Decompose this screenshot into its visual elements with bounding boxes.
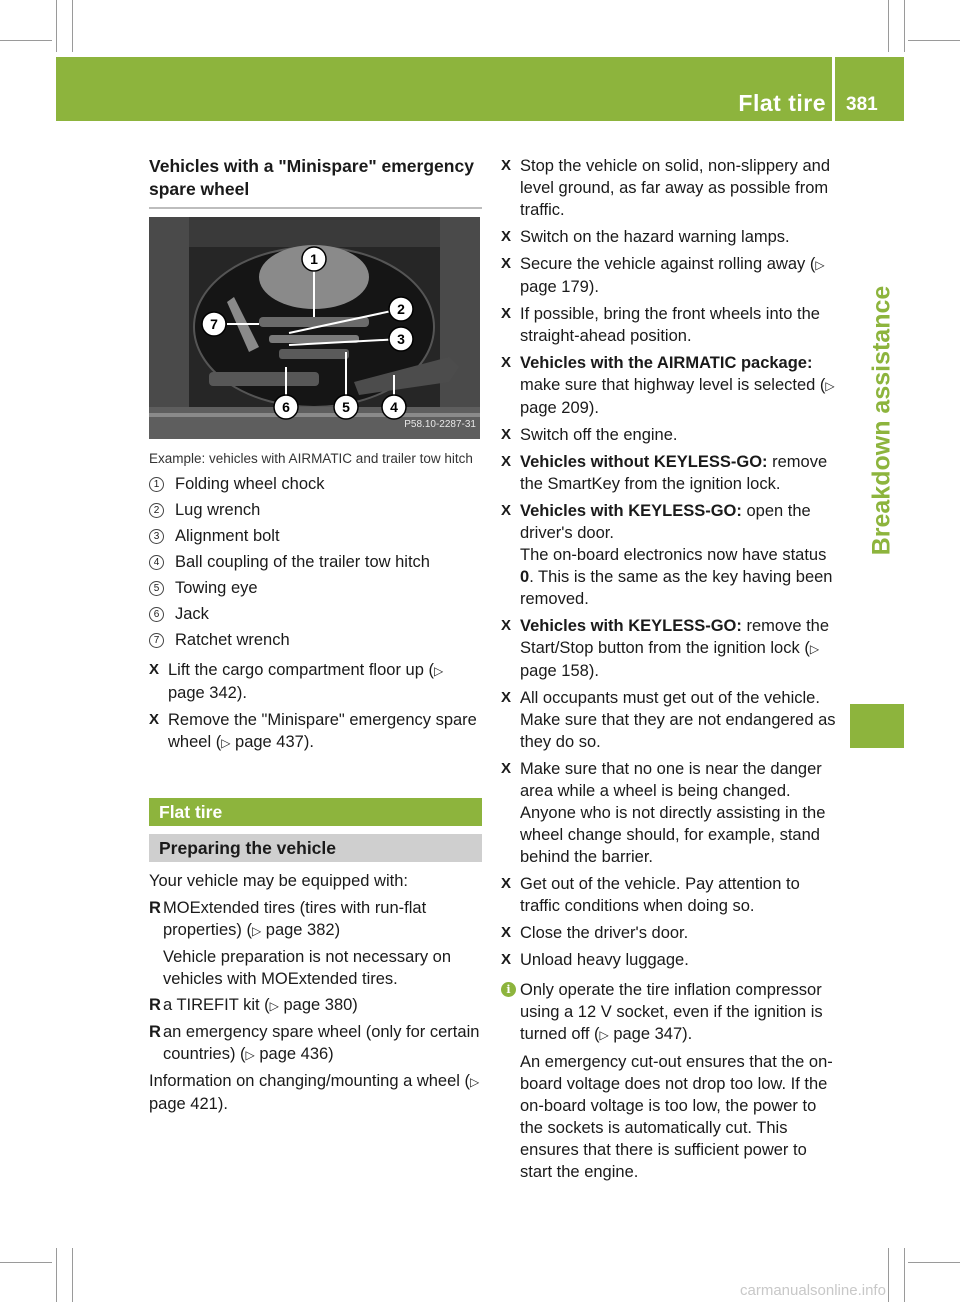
bullet-dot: R (149, 1023, 161, 1041)
outro-text: Information on changing/mounting a wheel (▷ page 421). (149, 1072, 480, 1113)
crop-mark (56, 1248, 57, 1302)
crop-mark (904, 0, 905, 52)
step-item: X Switch on the hazard warning lamps. (501, 228, 790, 246)
legend-text: Ball coupling of the trailer tow hitch (175, 553, 430, 571)
footer-watermark: carmanualsonline.info (740, 1282, 886, 1299)
step-item: X Secure the vehicle against rolling away (▷ page 179). (501, 255, 825, 296)
bullet-note: Vehicle preparation is not necessary on vehicles with MOExtended tires. (163, 948, 452, 988)
step-item: X Switch off the engine. (501, 426, 678, 444)
photo-marker: 6 (282, 399, 290, 415)
bullet-list (149, 897, 482, 1066)
legend-item (149, 523, 482, 549)
left-column (149, 155, 482, 1115)
crop-mark (0, 40, 52, 41)
section-heading: Vehicles with a "Minispare" emergency spare wheel (149, 156, 474, 199)
legend-item (149, 471, 482, 497)
crop-mark (0, 1262, 52, 1263)
step-item: X Remove the "Minispare" emergency spare wheel (▷ page 437). (149, 711, 477, 751)
step-arrow-icon: X (501, 617, 512, 634)
legend-item (149, 575, 482, 601)
legend-text: Jack (175, 605, 209, 623)
section-tab (850, 704, 904, 748)
legend-item (149, 549, 482, 575)
photo-marker: 1 (310, 251, 318, 267)
step-arrow-icon: X (501, 426, 512, 443)
crop-mark (888, 0, 889, 52)
step-condition: Vehicles without KEYLESS-GO: (520, 453, 768, 471)
step-arrow-icon: X (501, 502, 512, 519)
bullet-item: R an emergency spare wheel (only for certain countries) (▷ page 436) (149, 1023, 480, 1063)
step-arrow-icon: X (501, 354, 512, 371)
step-arrow-icon: X (501, 875, 512, 892)
band-preparing: Preparing the vehicle (149, 834, 482, 862)
step-item: X Close the driver's door. (501, 924, 689, 942)
bullet-dot: R (149, 996, 161, 1014)
page-title: Flat tire (738, 90, 826, 116)
heading-rule (149, 207, 482, 209)
page-ref-icon: ▷ (815, 258, 825, 272)
bullet-dot: R (149, 899, 161, 917)
step-list (149, 659, 482, 754)
legend-number: 4 (149, 555, 164, 570)
page-ref-icon: ▷ (825, 379, 835, 393)
status-value: 0 (520, 568, 530, 586)
section-label: Breakdown assistance (867, 285, 896, 555)
step-arrow-icon: X (149, 711, 160, 728)
legend-number: 2 (149, 503, 164, 518)
legend-number: 6 (149, 607, 164, 622)
photo-marker: 7 (210, 316, 218, 332)
crop-mark (888, 1248, 889, 1302)
page-ref-icon: ▷ (269, 999, 279, 1013)
photo-marker: 4 (390, 399, 398, 415)
step-condition: Vehicles with KEYLESS-GO: (520, 617, 742, 635)
legend-list (149, 471, 482, 653)
step-arrow-icon: X (501, 951, 512, 968)
step-item: X Get out of the vehicle. Pay attention to traffic conditions when doing so. (501, 875, 800, 915)
page-ref-icon: ▷ (433, 664, 444, 678)
page-ref-icon: ▷ (245, 1048, 255, 1062)
legend-number: 1 (149, 477, 164, 492)
step-item: X Vehicles with KEYLESS-GO: remove the Start/Stop button from the ignition lock (▷ page 158). (501, 617, 830, 680)
page-ref-icon: ▷ (221, 736, 231, 750)
step-arrow-icon: X (501, 760, 512, 777)
crop-mark (904, 1248, 905, 1302)
step-item: X If possible, bring the front wheels into the straight-ahead position. (501, 305, 820, 345)
step-item: X Vehicles without KEYLESS-GO: remove the SmartKey from the ignition lock. (501, 453, 828, 493)
step-arrow-icon: X (501, 228, 512, 245)
crop-mark (56, 0, 57, 52)
header-divider (832, 57, 835, 121)
step-item: X Vehicles with KEYLESS-GO: open the driver's door. The on-board electronics now have status 0. This is the same as the key having been removed. (501, 502, 833, 608)
photo-code: P58.10-2287-31 (404, 419, 476, 430)
step-item: X Stop the vehicle on solid, non-slippery and level ground, as far away as possible from traffic. (501, 157, 831, 219)
crop-mark (72, 1248, 73, 1302)
crop-mark (72, 0, 73, 52)
legend-number: 7 (149, 633, 164, 648)
step-condition: Vehicles with KEYLESS-GO: (520, 502, 742, 520)
page-ref-icon: ▷ (809, 642, 820, 656)
legend-text: Lug wrench (175, 501, 261, 519)
legend-number: 3 (149, 529, 164, 544)
crop-mark (908, 40, 960, 41)
step-arrow-icon: X (501, 924, 512, 941)
info-note: i Only operate the tire inflation compressor using a 12 V socket, even if the ignition is turned off (▷ page 347). An emergency cut-out ensures that the on-board voltage does not drop too low. If the on-board voltage is too low, the power to the sockets is automatically cut. This ensures that there is sufficient power to start the engine. (501, 979, 837, 1183)
page-ref-icon: ▷ (251, 924, 262, 938)
photo-caption: Example: vehicles with AIRMATIC and trailer tow hitch (149, 451, 473, 466)
photo-marker: 2 (397, 301, 405, 317)
step-arrow-icon: X (501, 157, 512, 174)
legend-text: Alignment bolt (175, 527, 280, 545)
bullet-item: R a TIREFIT kit (▷ page 380) (149, 996, 358, 1014)
step-arrow-icon: X (149, 661, 160, 678)
photo-marker: 5 (342, 399, 350, 415)
step-item: X Unload heavy luggage. (501, 951, 689, 969)
step-arrow-icon: X (501, 453, 512, 470)
step-condition: Vehicles with the AIRMATIC package: (520, 354, 813, 372)
step-list (501, 155, 837, 971)
legend-item (149, 497, 482, 523)
step-item: X Make sure that no one is near the danger area while a wheel is being changed. Anyone who is not directly assisting in the wheel change should, for example, stand behind the barrier. (501, 760, 826, 866)
legend-text: Folding wheel chock (175, 475, 325, 493)
step-item: X Vehicles with the AIRMATIC package: make sure that highway level is selected (▷ page 209). (501, 354, 835, 417)
step-arrow-icon: X (501, 255, 512, 272)
step-item: X All occupants must get out of the vehicle. Make sure that they are not endangered as they do so. (501, 689, 836, 751)
intro-text: Your vehicle may be equipped with: (149, 872, 408, 890)
legend-item (149, 601, 482, 627)
bullet-item: R MOExtended tires (tires with run-flat properties) (▷ page 382) Vehicle preparation is not necessary on vehicles with MOExtended tires. (149, 897, 482, 990)
info-icon: i (501, 982, 516, 997)
step-arrow-icon: X (501, 689, 512, 706)
page-number: 381 (846, 94, 878, 115)
crop-mark (908, 1262, 960, 1263)
legend-text: Ratchet wrench (175, 631, 290, 649)
photo-marker: 3 (397, 331, 405, 347)
right-column (501, 155, 837, 1183)
legend-item (149, 627, 482, 653)
legend-text: Towing eye (175, 579, 258, 597)
legend-number: 5 (149, 581, 164, 596)
trunk-photo (149, 217, 480, 439)
step-arrow-icon: X (501, 305, 512, 322)
step-item: X Lift the cargo compartment floor up (▷ page 342). (149, 661, 444, 702)
band-flat-tire: Flat tire (149, 798, 482, 826)
trunk-illustration (149, 217, 480, 439)
